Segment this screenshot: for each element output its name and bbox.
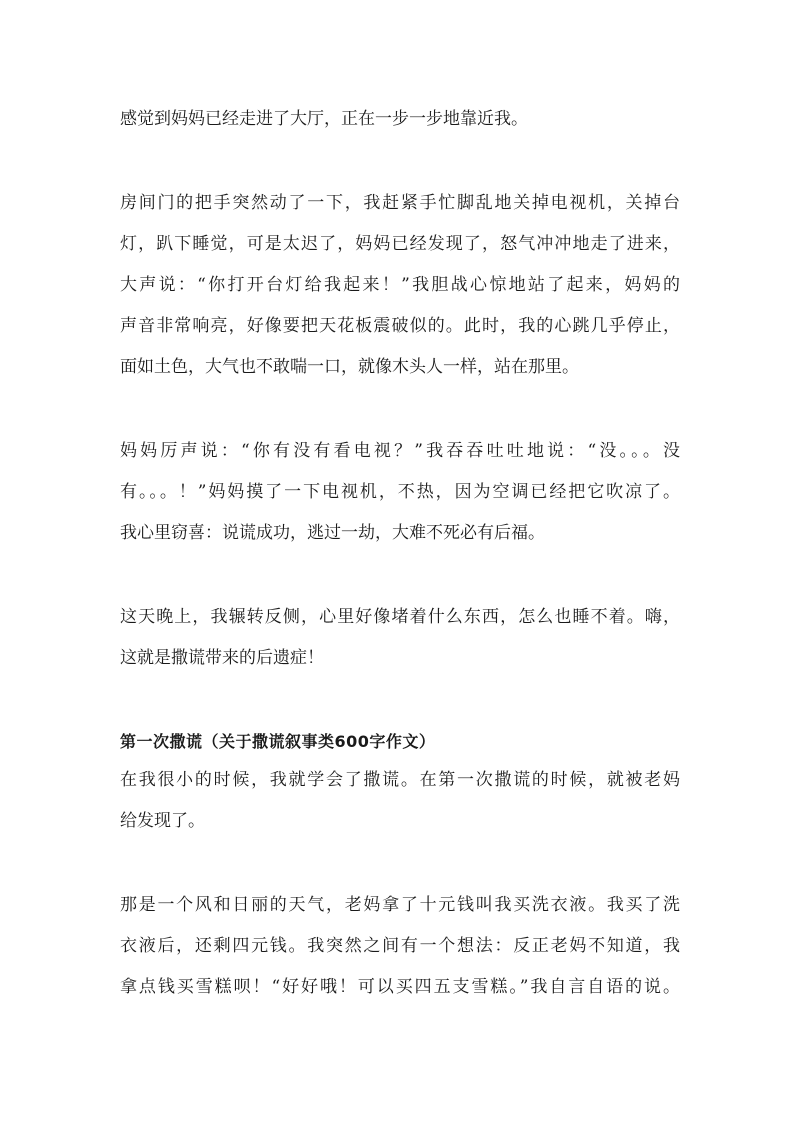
paragraph-3-line-1: 妈妈厉声说：“你有没有看电视？”我吞吞吐吐地说：“没。。。没 bbox=[120, 441, 680, 461]
paragraph-2-line-2: 灯，趴下睡觉，可是太迟了，妈妈已经发现了，怒气冲冲地走了进来， bbox=[120, 234, 680, 254]
paragraph-2-line-4: 声音非常响亮，好像要把天花板震破似的。此时，我的心跳几乎停止， bbox=[120, 316, 680, 336]
section-paragraph-1-line-2: 给发现了。 bbox=[120, 811, 205, 831]
section-paragraph-2-line-1: 那是一个风和日丽的天气，老妈拿了十元钱叫我买洗衣液。我买了洗 bbox=[120, 895, 680, 915]
paragraph-4-line-2: 这就是撒谎带来的后遗症！ bbox=[120, 648, 324, 668]
paragraph-2-line-1: 房间门的把手突然动了一下，我赶紧手忙脚乱地关掉电视机，关掉台 bbox=[120, 193, 680, 213]
section-paragraph-2-line-2: 衣液后，还剩四元钱。我突然之间有一个想法：反正老妈不知道，我 bbox=[120, 936, 680, 956]
section-paragraph-2-line-3: 拿点钱买雪糕呗！“好好哦！可以买四五支雪糕。”我自言自语的说。 bbox=[120, 977, 680, 997]
paragraph-1-line-1: 感觉到妈妈已经走进了大厅，正在一步一步地靠近我。 bbox=[120, 109, 528, 129]
paragraph-2-line-3: 大声说：“你打开台灯给我起来！”我胆战心惊地站了起来，妈妈的 bbox=[120, 275, 680, 295]
section-heading: 第一次撒谎（关于撒谎叙事类600字作文） bbox=[120, 732, 436, 751]
paragraph-2-line-5: 面如土色，大气也不敢喘一口，就像木头人一样，站在那里。 bbox=[120, 357, 579, 377]
paragraph-4-line-1: 这天晚上，我辗转反侧，心里好像堵着什么东西，怎么也睡不着。嗨， bbox=[120, 607, 680, 627]
paragraph-3-line-3: 我心里窃喜：说谎成功，逃过一劫，大难不死必有后福。 bbox=[120, 523, 545, 543]
paragraph-3-line-2: 有。。。！”妈妈摸了一下电视机，不热，因为空调已经把它吹凉了。 bbox=[120, 482, 680, 502]
section-paragraph-1-line-1: 在我很小的时候，我就学会了撒谎。在第一次撒谎的时候，就被老妈 bbox=[120, 770, 680, 790]
